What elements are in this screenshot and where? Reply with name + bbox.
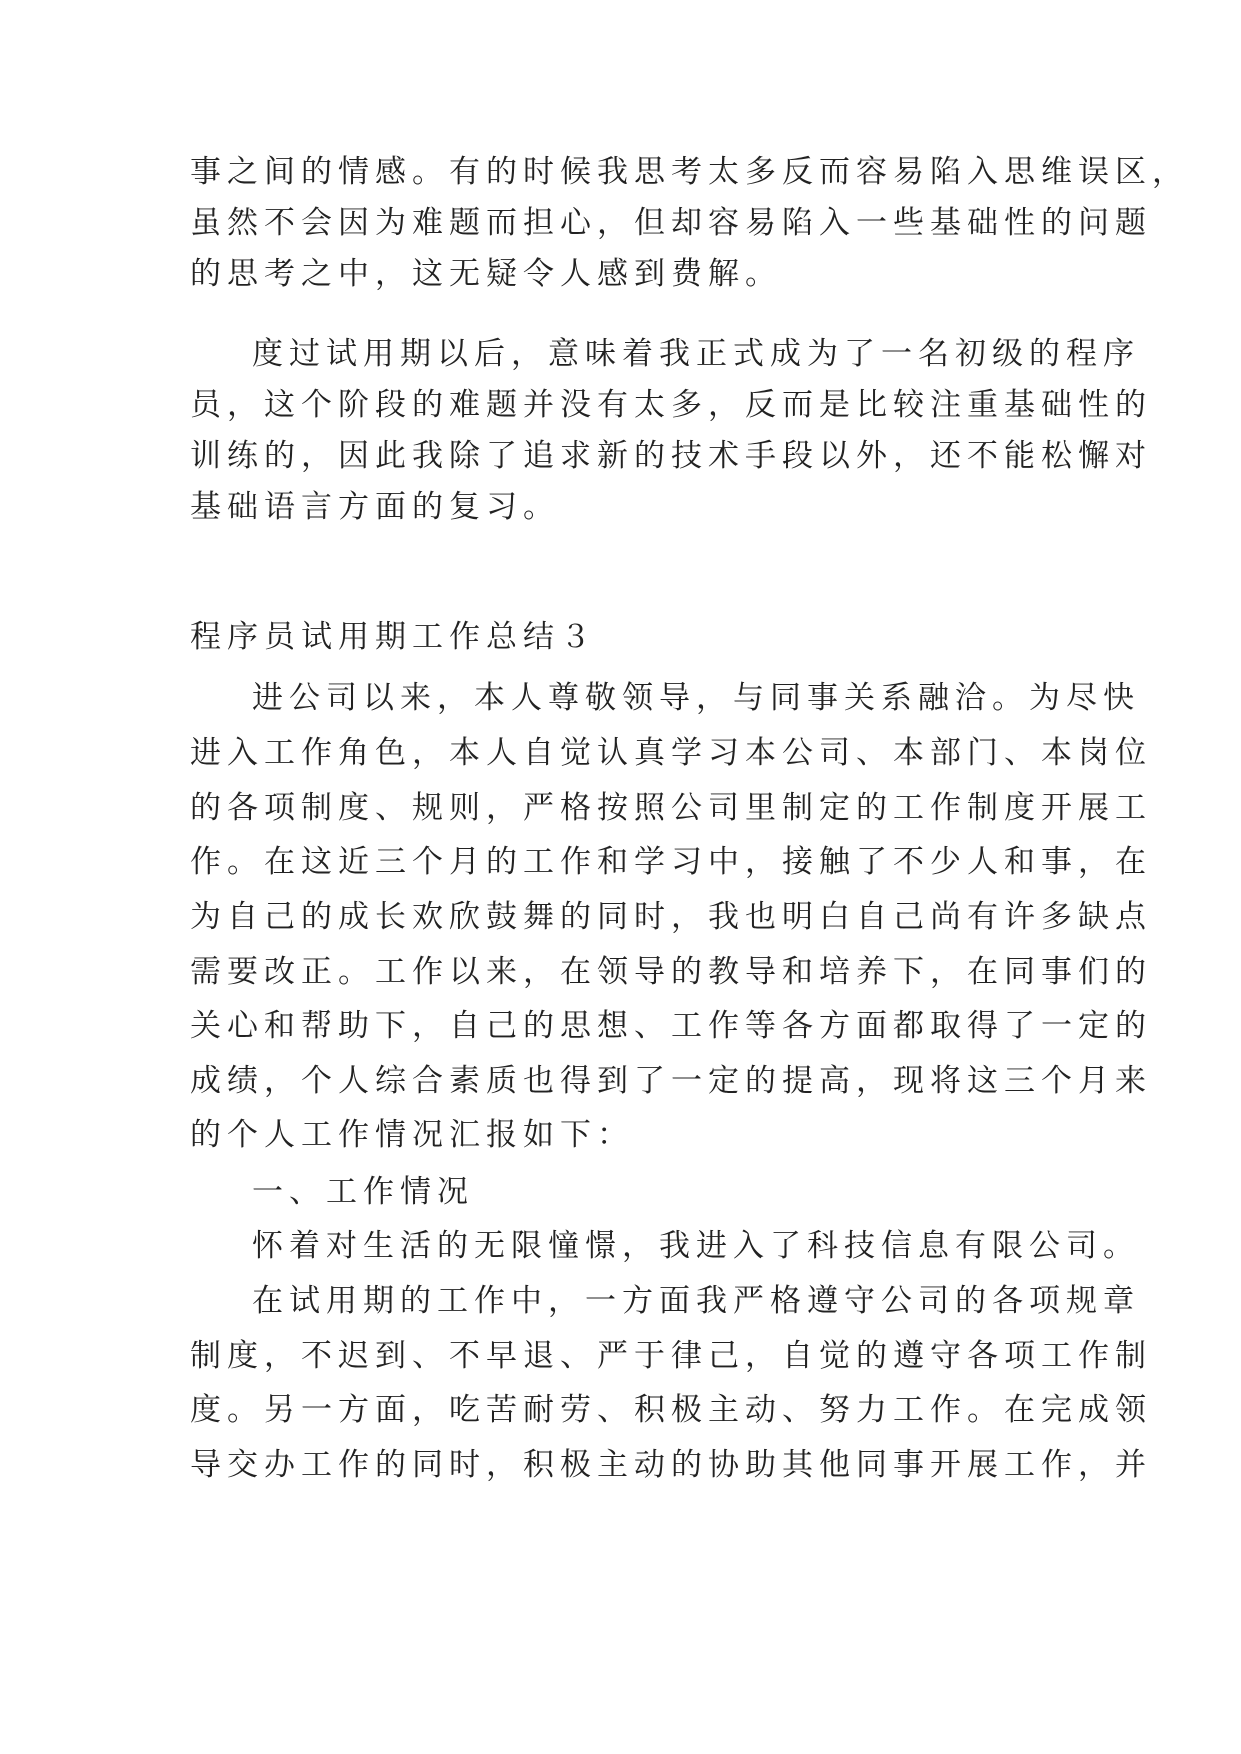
text-line: 度过试用期以后，意味着我正式成为了一名初级的程序 xyxy=(252,336,1140,372)
text-line: 基础语言方面的复习。 xyxy=(190,489,560,525)
text-line: 进公司以来，本人尊敬领导，与同事关系融洽。为尽快 xyxy=(252,680,1140,716)
text-line: 的个人工作情况汇报如下： xyxy=(190,1117,634,1153)
subheading: 一、工作情况 xyxy=(252,1174,474,1210)
text-line: 的各项制度、规则，严格按照公司里制定的工作制度开展工 xyxy=(190,790,1152,826)
text-line: 需要改正。工作以来，在领导的教导和培养下，在同事们的 xyxy=(190,954,1152,990)
text-line: 进入工作角色，本人自觉认真学习本公司、本部门、本岗位 xyxy=(190,735,1152,771)
text-line: 在试用期的工作中，一方面我严格遵守公司的各项规章 xyxy=(252,1283,1140,1319)
text-line: 制度，不迟到、不早退、严于律己，自觉的遵守各项工作制 xyxy=(190,1338,1152,1374)
text-line: 事之间的情感。有的时候我思考太多反而容易陷入思维误区， xyxy=(190,154,1189,190)
text-line: 训练的，因此我除了追求新的技术手段以外，还不能松懈对 xyxy=(190,438,1152,474)
section-title: 程序员试用期工作总结３ xyxy=(190,619,597,655)
text-line: 成绩，个人综合素质也得到了一定的提高，现将这三个月来 xyxy=(190,1063,1152,1099)
text-line: 关心和帮助下，自己的思想、工作等各方面都取得了一定的 xyxy=(190,1008,1152,1044)
text-line: 作。在这近三个月的工作和学习中，接触了不少人和事，在 xyxy=(190,844,1152,880)
text-line: 员，这个阶段的难题并没有太多，反而是比较注重基础性的 xyxy=(190,387,1152,423)
text-line: 的思考之中，这无疑令人感到费解。 xyxy=(190,256,782,292)
text-line: 虽然不会因为难题而担心，但却容易陷入一些基础性的问题 xyxy=(190,205,1152,241)
text-line: 为自己的成长欢欣鼓舞的同时，我也明白自己尚有许多缺点 xyxy=(190,899,1152,935)
text-line: 怀着对生活的无限憧憬，我进入了科技信息有限公司。 xyxy=(252,1228,1140,1264)
text-line: 导交办工作的同时，积极主动的协助其他同事开展工作，并 xyxy=(190,1447,1152,1483)
text-line: 度。另一方面，吃苦耐劳、积极主动、努力工作。在完成领 xyxy=(190,1392,1152,1428)
